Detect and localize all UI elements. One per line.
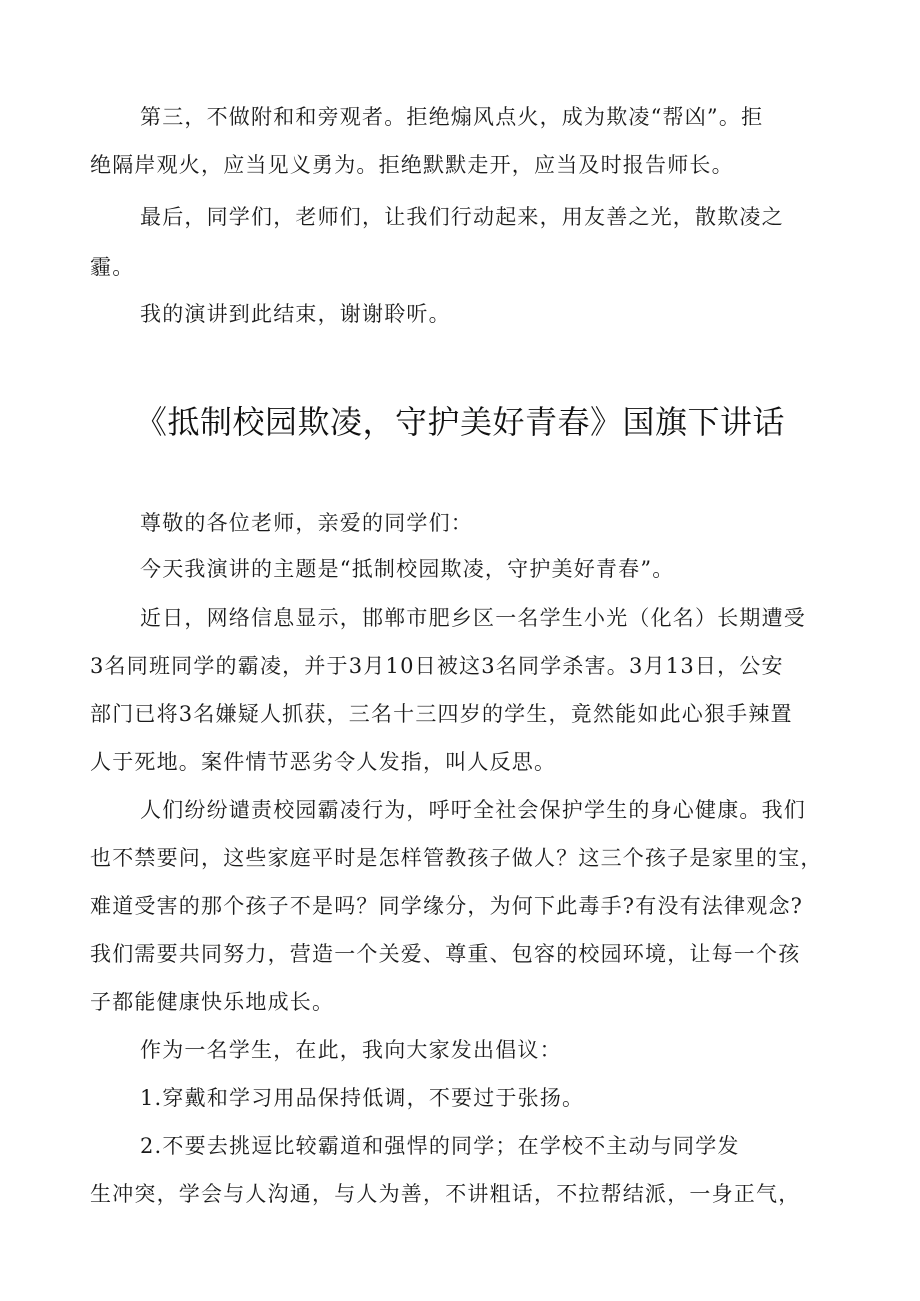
paragraph-line: 近日，网络信息显示，邯郸市肥乡区一名学生小光（化名）长期遭受 (140, 606, 806, 630)
paragraph-line: 3名同班同学的霸凌，并于3月10日被这3名同学杀害。3月13日，公安 (90, 654, 784, 678)
paragraph-line: 部门已将3名嫌疑人抓获，三名十三四岁的学生，竟然能如此心狠手辣置 (90, 702, 793, 726)
paragraph-line: 人于死地。案件情节恶劣令人发指，叫人反思。 (90, 750, 557, 774)
paragraph-line: 我们需要共同努力，营造一个关爱、尊重、包容的校园环境，让每一个孩 (90, 942, 801, 966)
paragraph-line: 霾。 (90, 255, 135, 279)
paragraph-line: 生冲突，学会与人沟通，与人为善，不讲粗话，不拉帮结派，一身正气， (90, 1182, 801, 1206)
paragraph-line: 人们纷纷谴责校园霸凌行为，呼吁全社会保护学生的身心健康。我们 (140, 798, 806, 822)
closing-line: 我的演讲到此结束，谢谢聆听。 (140, 302, 451, 326)
paragraph-line: 作为一名学生，在此，我向大家发出倡议： (140, 1038, 562, 1062)
paragraph-line: 子都能健康快乐地成长。 (90, 990, 335, 1014)
paragraph-line: 绝隔岸观火，应当见义勇为。拒绝默默走开，应当及时报告师长。 (90, 153, 734, 177)
paragraph-line: 第三，不做附和和旁观者。拒绝煽风点火，成为欺凌“帮凶”。拒 (140, 105, 764, 129)
speech-title: 《抵制校园欺凌，守护美好青春》国旗下讲话 (134, 403, 785, 441)
paragraph-line: 也不禁要问，这些家庭平时是怎样管教孩子做人？这三个孩子是家里的宝， (90, 846, 823, 870)
list-item: 2.不要去挑逗比较霸道和强悍的同学；在学校不主动与同学发 (140, 1134, 740, 1158)
salutation-line: 尊敬的各位老师，亲爱的同学们： (140, 511, 473, 535)
paragraph-line: 最后，同学们，老师们，让我们行动起来，用友善之光，散欺凌之 (140, 205, 784, 229)
paragraph-line: 难道受害的那个孩子不是吗？同学缘分，为何下此毒手?有没有法律观念? (90, 894, 804, 918)
paragraph-line: 今天我演讲的主题是“抵制校园欺凌，守护美好青春”。 (140, 557, 675, 581)
list-item: 1.穿戴和学习用品保持低调，不要过于张扬。 (140, 1086, 585, 1110)
